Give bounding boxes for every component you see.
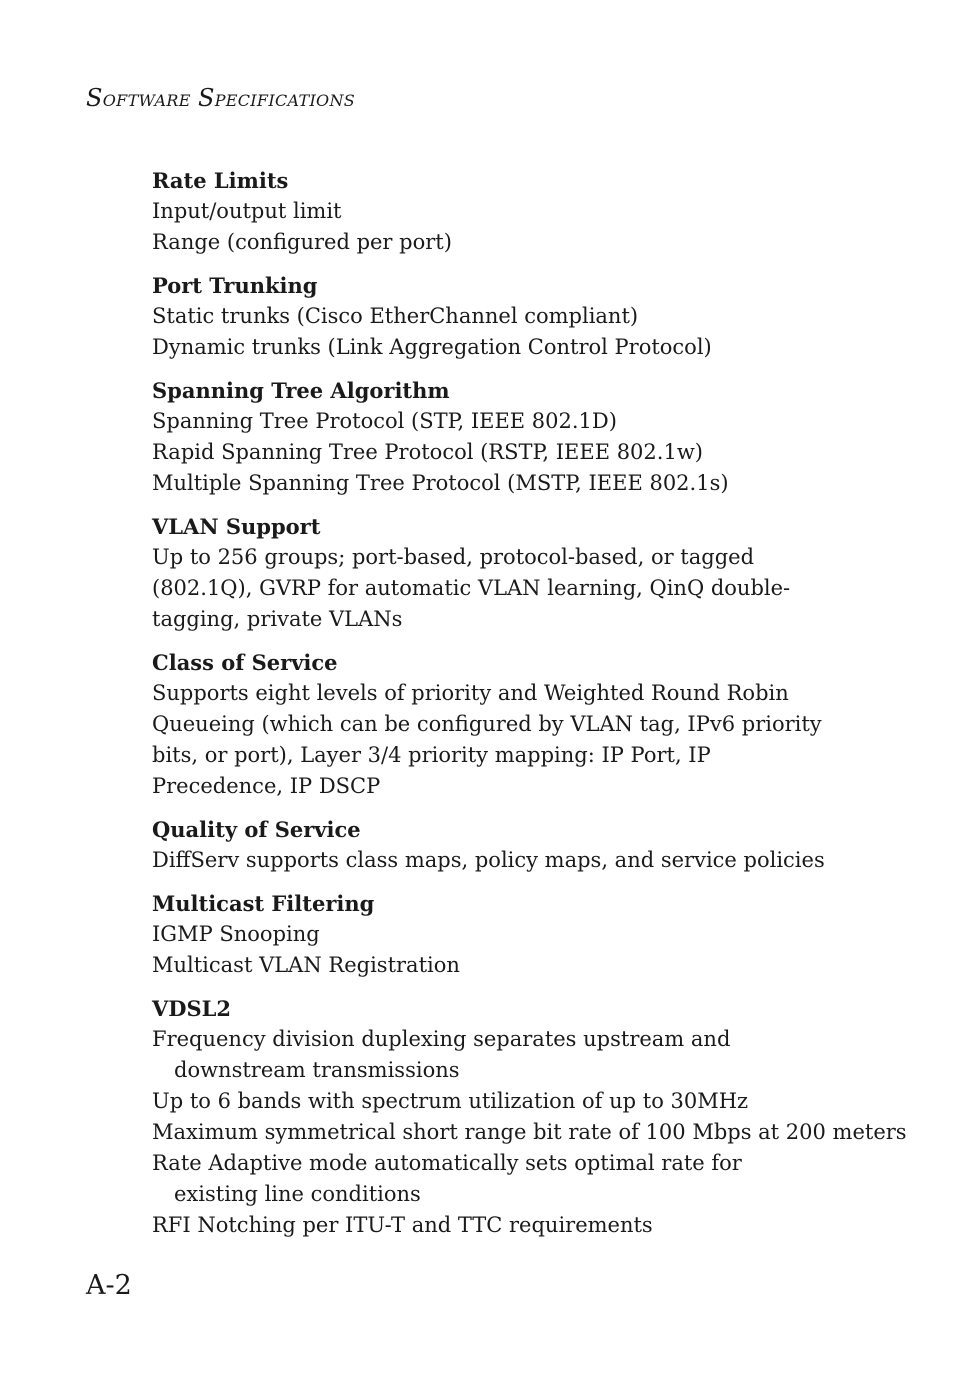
section-title: Port Trunking xyxy=(152,273,318,298)
section-class-of-service xyxy=(152,647,832,802)
section-title: Multicast Filtering xyxy=(152,891,375,916)
spec-item: Range (configured per port) xyxy=(152,230,452,254)
section-vlan-support xyxy=(152,511,832,635)
spec-item: IGMP Snooping xyxy=(152,922,320,946)
spec-content xyxy=(152,165,907,1253)
spec-item: Static trunks (Cisco EtherChannel compliant) xyxy=(152,304,639,328)
running-header-cap-2: S xyxy=(197,84,215,112)
spec-item: Multiple Spanning Tree Protocol (MSTP, IEEE 802.1s) xyxy=(152,471,729,495)
section-vdsl2 xyxy=(152,993,907,1241)
spec-item: RFI Notching per ITU-T and TTC requirements xyxy=(152,1213,653,1237)
spec-item: Rapid Spanning Tree Protocol (RSTP, IEEE 802.1w) xyxy=(152,440,703,464)
running-header-cap-1: S xyxy=(86,84,103,112)
spec-item: Input/output limit xyxy=(152,199,342,223)
spec-item: Dynamic trunks (Link Aggregation Control Protocol) xyxy=(152,335,712,359)
spec-item: Rate Adaptive mode automatically sets optimal rate for existing line conditions xyxy=(152,1151,742,1206)
spec-item: Up to 256 groups; port-based, protocol-based, or tagged (802.1Q), GVRP for automatic VLAN learning, QinQ double-tagging, private VLANs xyxy=(152,545,791,631)
section-port-trunking xyxy=(152,270,832,363)
section-quality-of-service xyxy=(152,814,832,876)
section-title: Class of Service xyxy=(152,650,338,675)
spec-item: Maximum symmetrical short range bit rate of 100 Mbps at 200 meters xyxy=(152,1120,907,1144)
spec-item: Supports eight levels of priority and Weighted Round Robin Queueing (which can be configured by VLAN tag, IPv6 priority bits, or port), Layer 3/4 priority mapping: IP Port, IP Precedence, IP DSCP xyxy=(152,681,822,798)
spec-item: Multicast VLAN Registration xyxy=(152,953,460,977)
spec-item: Frequency division duplexing separates upstream and downstream transmissions xyxy=(152,1027,731,1082)
section-title: VLAN Support xyxy=(152,514,321,539)
page-number: A-2 xyxy=(86,1270,132,1301)
spec-item: Up to 6 bands with spectrum utilization of up to 30MHz xyxy=(152,1089,749,1113)
spec-item: DiffServ supports class maps, policy maps, and service policies xyxy=(152,848,825,872)
section-rate-limits xyxy=(152,165,832,258)
section-title: Rate Limits xyxy=(152,168,289,193)
running-header-rest-2: PECIFICATIONS xyxy=(214,91,356,110)
running-header-rest-1: OFTWARE xyxy=(102,91,191,110)
section-title: Spanning Tree Algorithm xyxy=(152,378,450,403)
running-header xyxy=(86,84,355,112)
spec-item: Spanning Tree Protocol (STP, IEEE 802.1D) xyxy=(152,409,617,433)
section-title: VDSL2 xyxy=(152,996,232,1021)
section-spanning-tree xyxy=(152,375,832,499)
section-multicast-filtering xyxy=(152,888,832,981)
section-title: Quality of Service xyxy=(152,817,361,842)
